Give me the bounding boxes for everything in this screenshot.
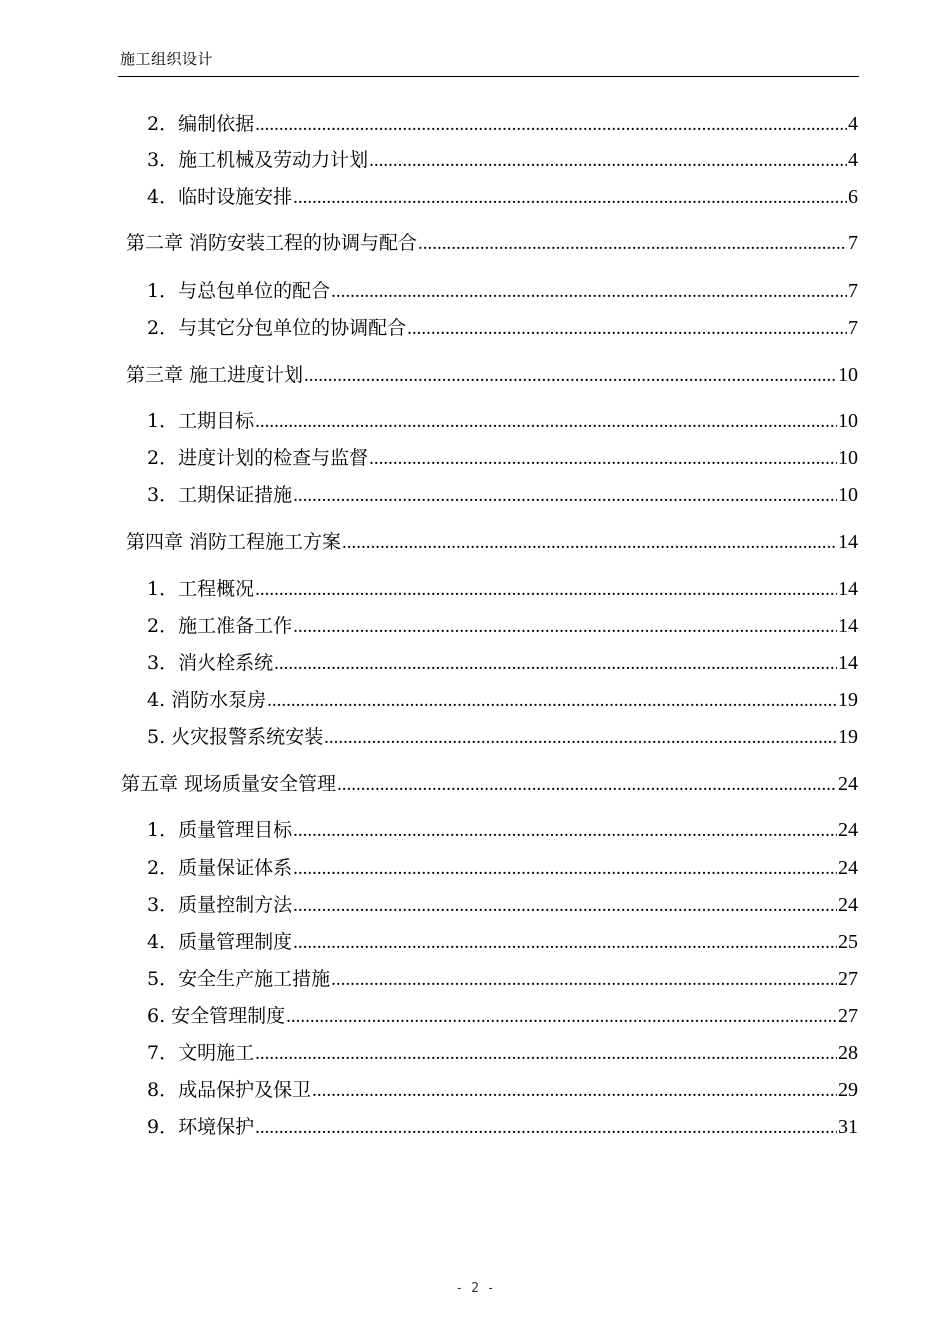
toc-entry-label: 4．临时设施安排	[147, 186, 293, 208]
toc-entry-label: 1．质量管理目标	[147, 819, 293, 841]
toc-entry-label: 5. 火灾报警系统安装	[147, 726, 324, 748]
toc-entry-page-number: 25	[838, 931, 858, 953]
toc-entry-label: 1．与总包单位的配合	[147, 280, 331, 302]
toc-dot-leader	[324, 725, 837, 751]
toc-entry-label: 2．编制依据	[147, 113, 255, 135]
toc-section-entry[interactable]	[147, 111, 858, 137]
toc-entry-label: 第五章 现场质量安全管理	[121, 773, 337, 795]
toc-section-entry[interactable]	[147, 482, 858, 508]
toc-entry-page-number: 29	[838, 1079, 858, 1101]
toc-entry-page-number: 28	[838, 1042, 858, 1064]
toc-section-entry[interactable]	[147, 278, 858, 304]
toc-dot-leader	[304, 363, 837, 389]
toc-dot-leader	[407, 316, 847, 342]
toc-section-entry[interactable]	[147, 408, 858, 434]
toc-entry-page-number: 24	[838, 894, 858, 916]
toc-dot-leader	[267, 688, 837, 714]
toc-entry-page-number: 14	[838, 615, 858, 637]
toc-dot-leader	[293, 856, 837, 882]
toc-dot-leader	[331, 967, 837, 993]
toc-section-entry[interactable]	[147, 892, 858, 918]
toc-entry-page-number: 27	[838, 1005, 858, 1027]
toc-entry-label: 5．安全生产施工措施	[147, 968, 331, 990]
toc-dot-leader	[293, 818, 837, 844]
toc-section-entry[interactable]	[147, 929, 858, 955]
toc-entry-page-number: 10	[838, 364, 858, 386]
toc-entry-page-number: 10	[838, 484, 858, 506]
toc-chapter-entry[interactable]	[126, 362, 858, 388]
toc-dot-leader	[255, 1041, 837, 1067]
toc-entry-page-number: 14	[838, 578, 858, 600]
toc-entry-label: 3．施工机械及劳动力计划	[147, 149, 369, 171]
toc-dot-leader	[293, 483, 837, 509]
toc-entry-label: 9．环境保护	[147, 1116, 255, 1138]
toc-section-entry[interactable]	[147, 1077, 858, 1103]
toc-dot-leader	[342, 530, 837, 556]
toc-entry-label: 1．工程概况	[147, 578, 255, 600]
toc-dot-leader	[255, 112, 847, 138]
page-number: - 2 -	[455, 1281, 495, 1296]
toc-entry-page-number: 4	[848, 113, 858, 135]
toc-entry-page-number: 31	[838, 1116, 858, 1138]
toc-dot-leader	[293, 185, 847, 211]
toc-dot-leader	[369, 446, 837, 472]
toc-entry-page-number: 4	[848, 149, 858, 171]
toc-entry-page-number: 6	[848, 186, 858, 208]
toc-entry-label: 第二章 消防安装工程的协调与配合	[126, 232, 418, 254]
toc-section-entry[interactable]	[147, 687, 858, 713]
toc-dot-leader	[255, 409, 837, 435]
toc-dot-leader	[274, 651, 837, 677]
toc-entry-page-number: 7	[848, 317, 858, 339]
toc-chapter-entry[interactable]	[126, 230, 858, 256]
toc-entry-label: 4．质量管理制度	[147, 931, 293, 953]
toc-entry-label: 1．工期目标	[147, 410, 255, 432]
toc-entry-label: 2．质量保证体系	[147, 857, 293, 879]
toc-section-entry[interactable]	[147, 576, 858, 602]
page-header	[118, 46, 859, 77]
toc-section-entry[interactable]	[147, 1003, 858, 1029]
toc-entry-page-number: 19	[838, 726, 858, 748]
toc-dot-leader	[331, 279, 847, 305]
toc-entry-page-number: 24	[838, 857, 858, 879]
toc-entry-label: 第四章 消防工程施工方案	[126, 531, 342, 553]
toc-entry-label: 8．成品保护及保卫	[147, 1079, 312, 1101]
toc-entry-page-number: 7	[848, 232, 858, 254]
toc-section-entry[interactable]	[147, 966, 858, 992]
toc-entry-label: 2．与其它分包单位的协调配合	[147, 317, 407, 339]
toc-dot-leader	[312, 1078, 837, 1104]
header-title: 施工组织设计	[120, 50, 214, 68]
toc-section-entry[interactable]	[147, 613, 858, 639]
toc-section-entry[interactable]	[147, 1040, 858, 1066]
toc-dot-leader	[293, 893, 837, 919]
toc-entry-page-number: 19	[838, 689, 858, 711]
toc-dot-leader	[418, 231, 847, 257]
toc-entry-label: 2．进度计划的检查与监督	[147, 447, 369, 469]
toc-entry-label: 3．消火栓系统	[147, 652, 274, 674]
toc-section-entry[interactable]	[147, 147, 858, 173]
toc-section-entry[interactable]	[147, 650, 858, 676]
toc-entry-label: 7．文明施工	[147, 1042, 255, 1064]
toc-dot-leader	[255, 577, 837, 603]
toc-dot-leader	[255, 1115, 837, 1141]
toc-dot-leader	[286, 1004, 837, 1030]
toc-entry-page-number: 14	[838, 652, 858, 674]
toc-dot-leader	[293, 930, 837, 956]
toc-section-entry[interactable]	[147, 1114, 858, 1140]
toc-chapter-entry[interactable]	[126, 529, 858, 555]
toc-chapter-entry[interactable]	[121, 771, 858, 797]
toc-section-entry[interactable]	[147, 184, 858, 210]
toc-entry-label: 6. 安全管理制度	[147, 1005, 286, 1027]
toc-entry-label: 2．施工准备工作	[147, 615, 293, 637]
toc-section-entry[interactable]	[147, 315, 858, 341]
toc-entry-label: 第三章 施工进度计划	[126, 364, 304, 386]
toc-entry-label: 3．工期保证措施	[147, 484, 293, 506]
toc-dot-leader	[293, 614, 837, 640]
toc-dot-leader	[337, 772, 837, 798]
toc-entry-page-number: 27	[838, 968, 858, 990]
toc-entry-page-number: 14	[838, 531, 858, 553]
toc-entry-label: 4. 消防水泵房	[147, 689, 267, 711]
toc-dot-leader	[369, 148, 847, 174]
toc-entry-label: 3．质量控制方法	[147, 894, 293, 916]
toc-entry-page-number: 24	[838, 819, 858, 841]
toc-section-entry[interactable]	[147, 724, 858, 750]
toc-entry-page-number: 24	[838, 773, 858, 795]
toc-entry-page-number: 7	[848, 280, 858, 302]
toc-section-entry[interactable]	[147, 445, 858, 471]
toc-entry-page-number: 10	[838, 410, 858, 432]
toc-entry-page-number: 10	[838, 447, 858, 469]
toc-section-entry[interactable]	[147, 817, 858, 843]
toc-section-entry[interactable]	[147, 855, 858, 881]
